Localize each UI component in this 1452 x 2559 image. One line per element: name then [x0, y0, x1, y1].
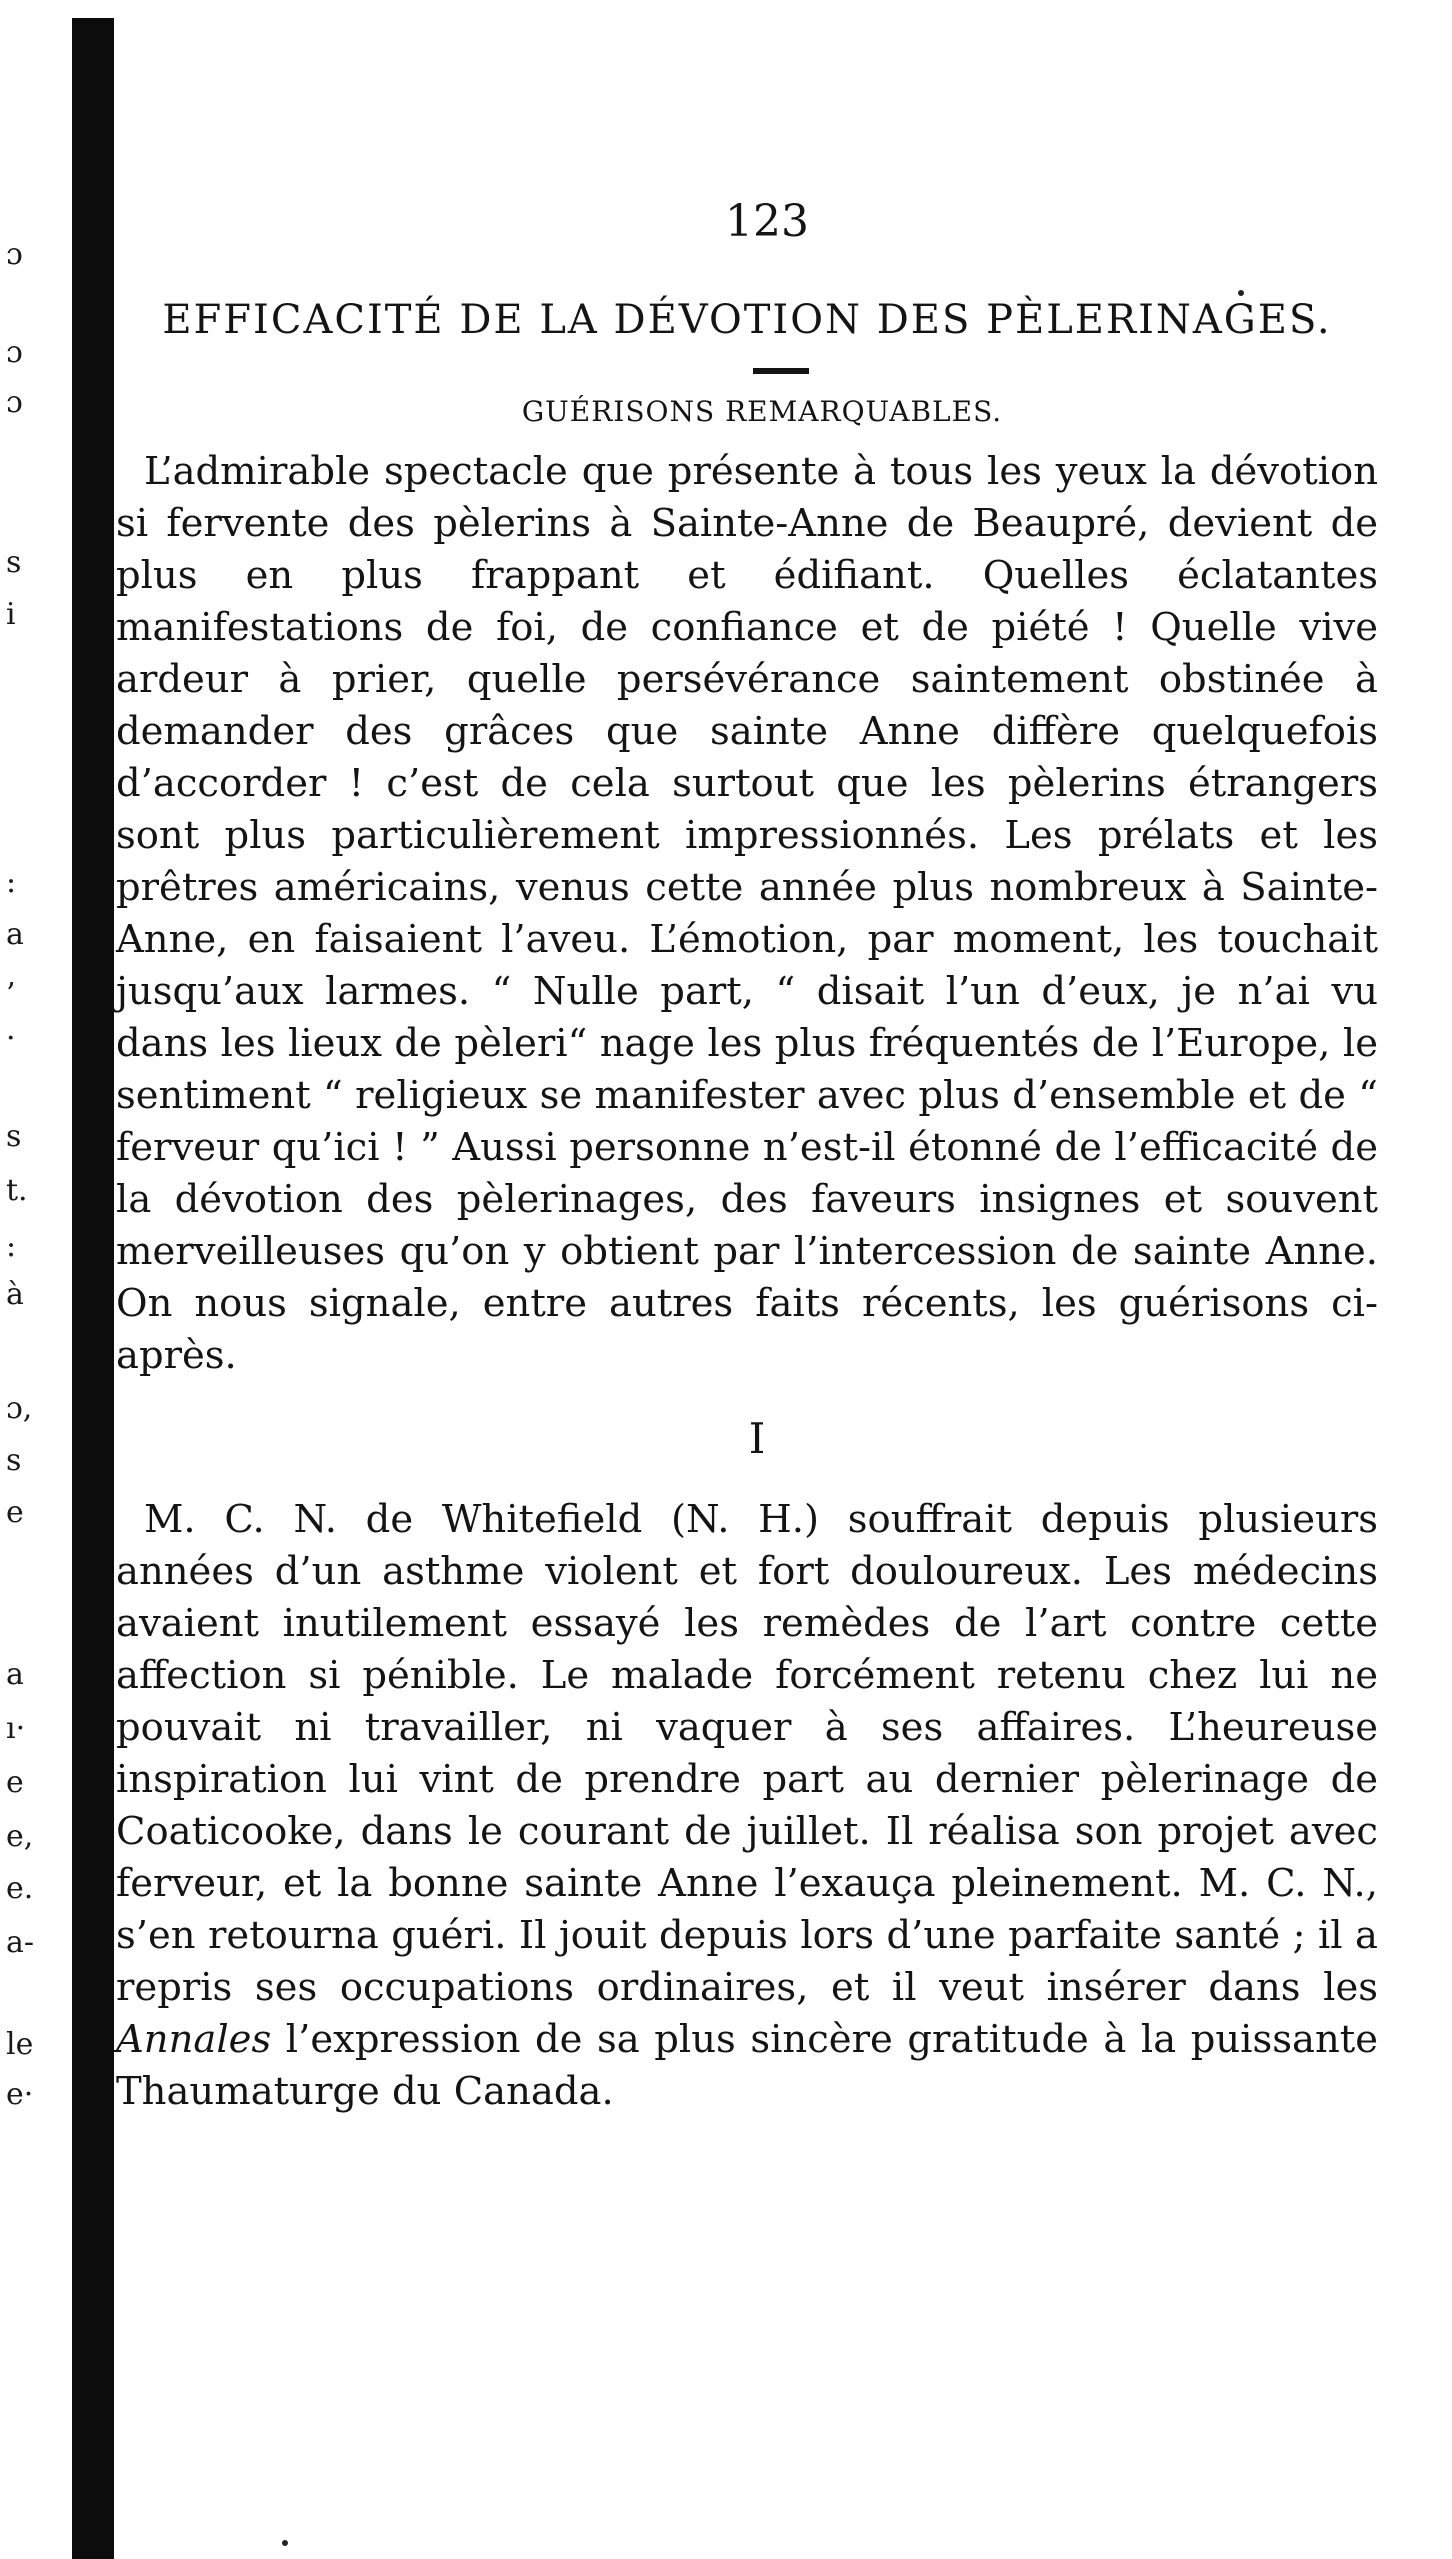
margin-fragment: i: [6, 597, 16, 632]
intro-paragraph: L’admirable spectacle que présente à tous les yeux la dévotion si fervente des pèlerins à Sainte-Anne de Beaupré, devient de plus en plus frappant et édifiant. Quelles éclatantes manifestations de foi, de confiance et de piété ! Quelle vive ardeur à prier, quelle persévérance saintement obstinée à demander des grâces que sainte Anne diffère quelquefois d’accorder ! c’est de cela surtout que les pèlerins étrangers sont plus particulièrement impressionnés. Les prélats et les prêtres américains, venus cette année plus nombreux à Sainte-Anne, en faisaient l’aveu. L’émotion, par moment, les touchait jusqu’aux larmes. “ Nulle part, “ disait l’un d’eux, je n’ai vu dans les lieux de pèleri“ nage les plus fréquentés de l’Europe, le sentiment “ religieux se manifester avec plus d’ensemble et de “ ferveur qu’ici ! ” Aussi personne n’est-il étonné de l’efficacité de la dévotion des pèlerinages, des faveurs insignes et souvent merveilleuses qu’on y obtient par l’intercession de sainte Anne. On nous signale, entre autres faits récents, les guérisons ci-après.: [116, 449, 1378, 1378]
margin-fragment: ɔ: [6, 385, 23, 420]
binding-shadow-bar: [72, 18, 114, 2559]
margin-fragment: ɔ: [6, 237, 23, 272]
margin-fragment: le: [6, 2027, 34, 2062]
margin-fragment: à: [6, 1277, 24, 1312]
margin-fragment: :: [6, 1229, 17, 1264]
left-margin-fragments: [0, 0, 60, 2559]
annales-italic: Annales: [116, 2017, 272, 2062]
margin-fragment: t.: [6, 1173, 28, 1208]
margin-fragment: e,: [6, 1819, 34, 1854]
margin-fragment: a: [6, 917, 24, 952]
margin-fragment: a: [6, 1657, 24, 1692]
book-page: [116, 196, 1378, 2118]
section-subtitle: GUÉRISONS REMARQUABLES.: [521, 395, 1003, 428]
margin-fragment: e: [6, 1765, 24, 1800]
margin-fragment: ’: [6, 977, 16, 1012]
page-number: 123: [725, 196, 809, 247]
margin-fragment: ·: [6, 1021, 16, 1056]
chapter-title: EFFICACITÉ DE LA DÉVOTION DES PÈLERINAGES.: [162, 297, 1332, 343]
title-dash-rule: [753, 368, 809, 374]
section-paragraph-ending: l’expression de sa plus sincère gratitude à la puissante Thaumaturge du Canada.: [116, 2017, 1378, 2114]
margin-fragment: s: [6, 1443, 22, 1478]
margin-fragment: s: [6, 545, 22, 580]
print-speck: [282, 2540, 288, 2546]
margin-fragment: e.: [6, 1871, 34, 1906]
margin-fragment: e: [6, 1495, 24, 1530]
section-paragraph-text: M. C. N. de Whitefield (N. H.) souffrait depuis plusieurs années d’un asthme violent et fort douloureux. Les médecins avaient inutilement essayé les remèdes de l’art contre cette affection si pénible. Le malade forcément retenu chez lui ne pouvait ni travailler, ni vaquer à ses affaires. L’heureuse inspiration lui vint de prendre part au dernier pèlerinage de Coaticooke, dans le courant de juillet. Il réalisa son projet avec ferveur, et la bonne sainte Anne l’exauça pleinement. M. C. N., s’en retourna guéri. Il jouit depuis lors d’une parfaite santé ; il a repris ses occupations ordinaires, et il veut insérer dans les: [116, 1497, 1378, 2010]
margin-fragment: ɔ,: [6, 1391, 33, 1426]
section-numeral: I: [748, 1414, 766, 1463]
margin-fragment: ɔ: [6, 335, 23, 370]
margin-fragment: e·: [6, 2077, 34, 2112]
margin-fragment: a-: [6, 1925, 35, 1960]
margin-fragment: ı·: [6, 1711, 26, 1746]
section-paragraph: [116, 1494, 1378, 2118]
margin-fragment: s: [6, 1119, 22, 1154]
margin-fragment: :: [6, 865, 17, 900]
